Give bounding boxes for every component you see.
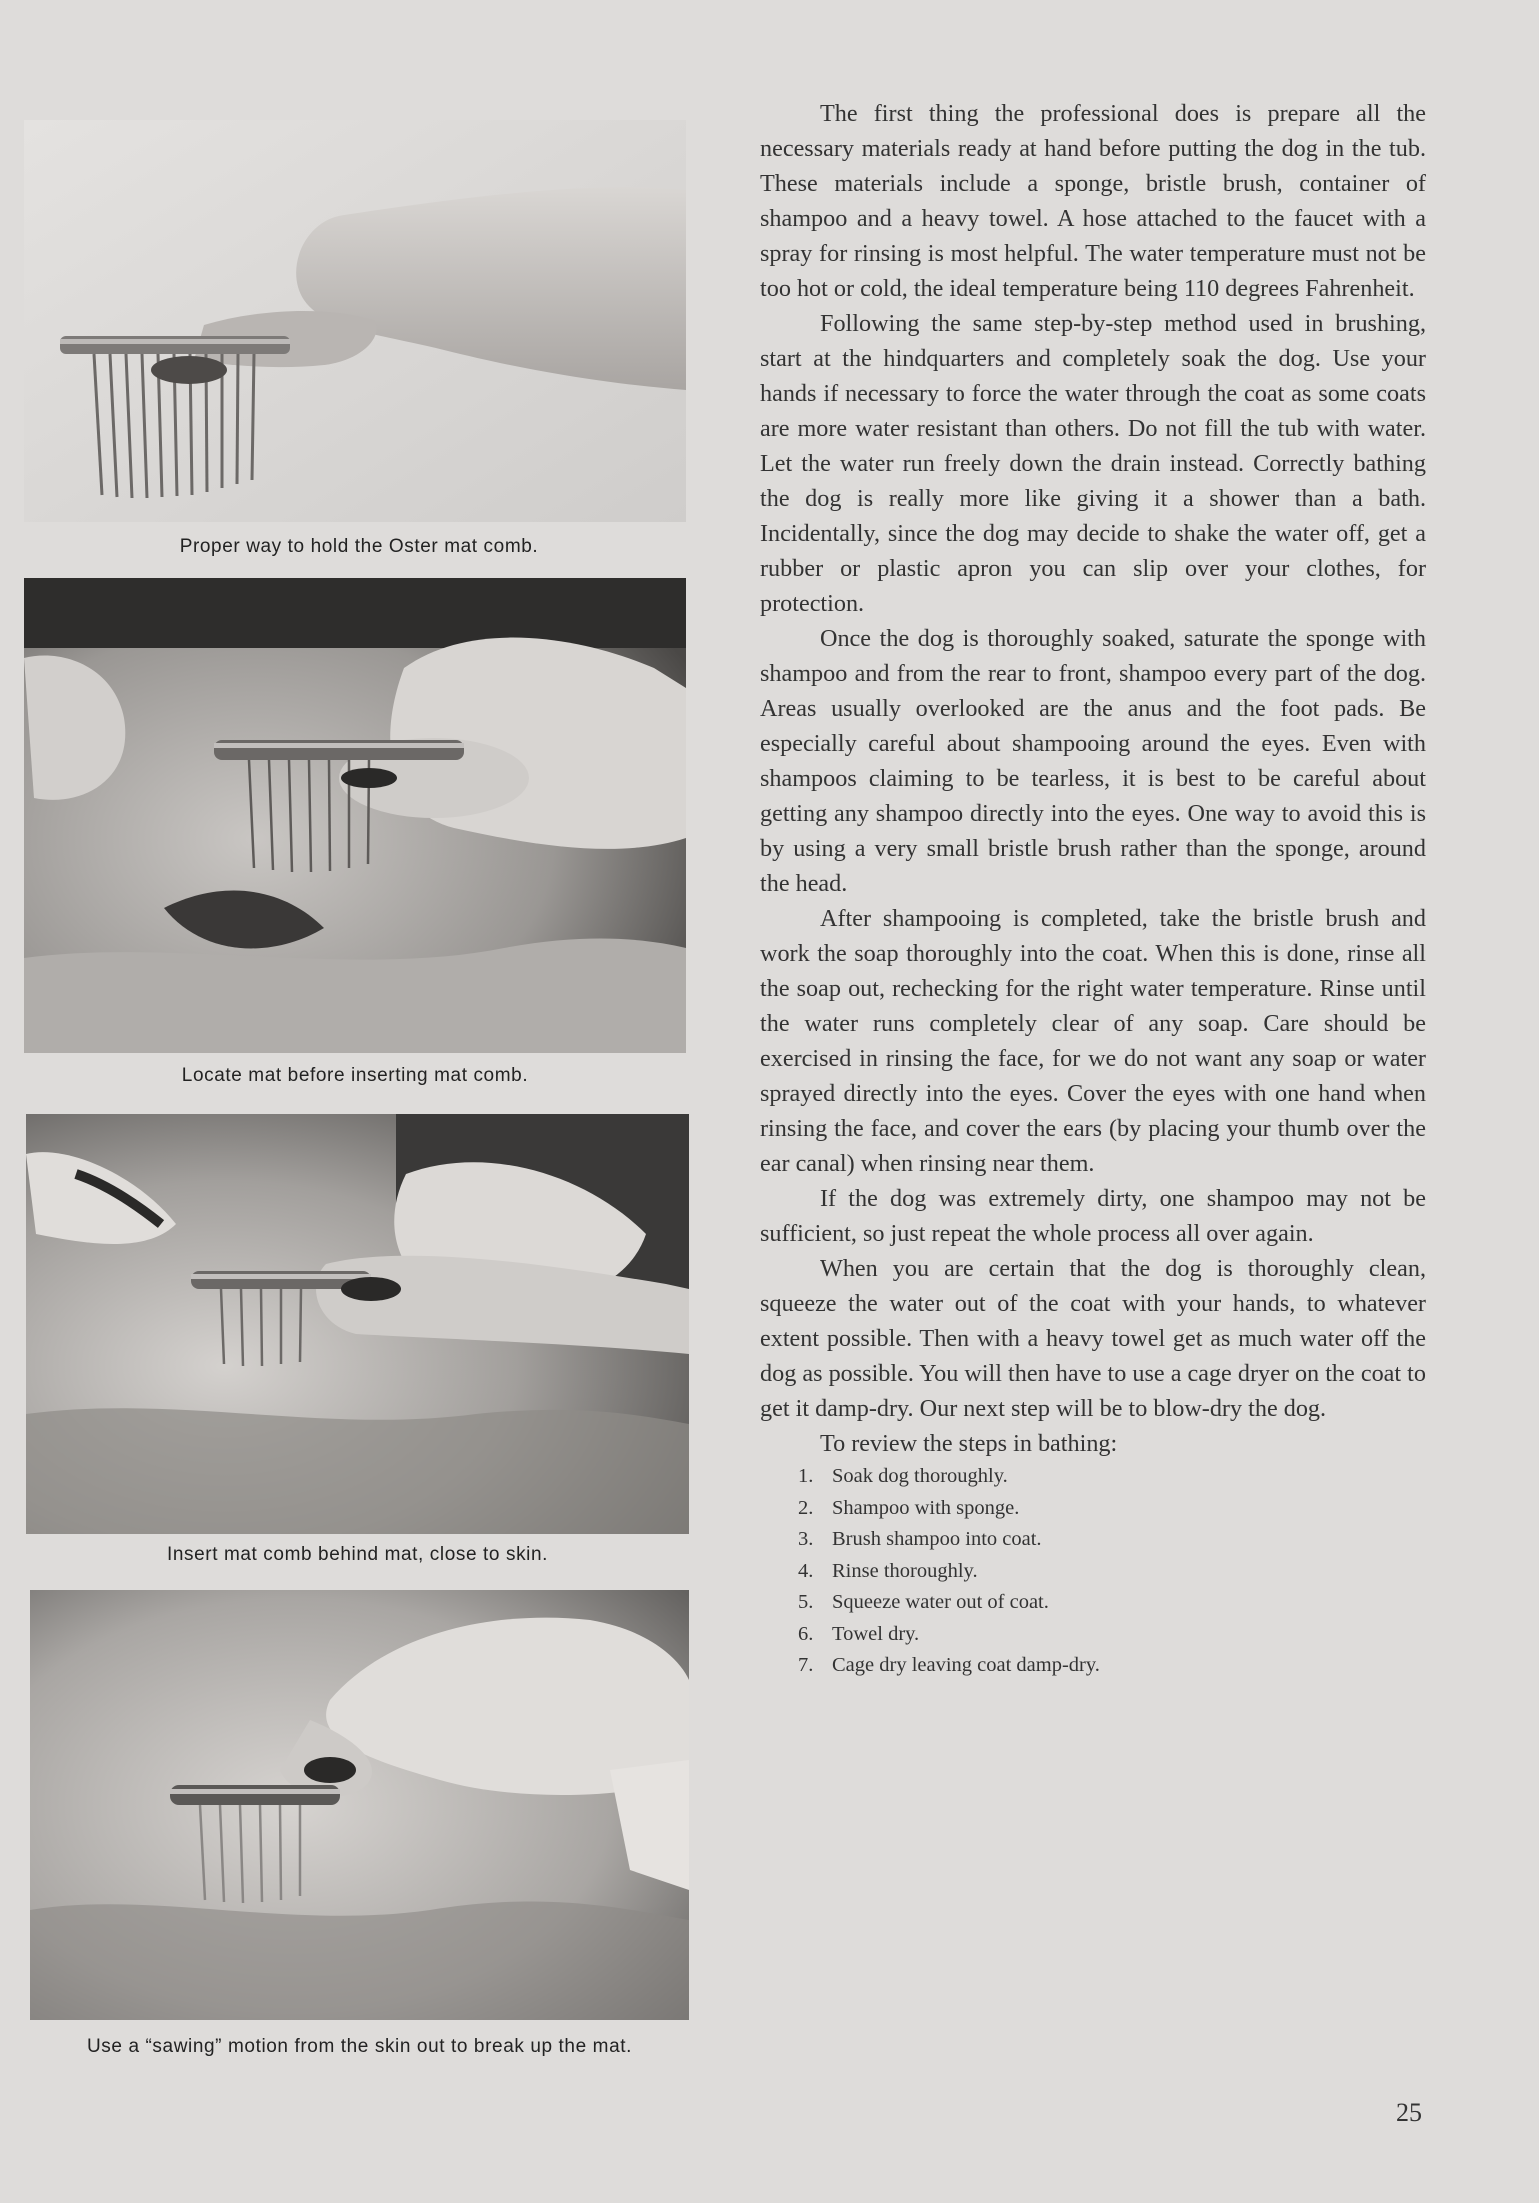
list-number: 4.	[798, 1559, 814, 1582]
paragraph: If the dog was extremely dirty, one shampoo may not be sufficient, so just repeat the whole process all over again.	[760, 1185, 1426, 1247]
list-text: Shampoo with sponge.	[832, 1496, 1020, 1519]
paragraph: To review the steps in bathing:	[820, 1430, 1118, 1457]
bathing-steps-list	[760, 1461, 1426, 1682]
list-number: 2.	[798, 1496, 814, 1519]
paragraph: When you are certain that the dog is thoroughly clean, squeeze the water out of the coat with your hands, to whatever extent possible. Then with a heavy towel get as much water off the dog as possible. You will then have to use a cage dryer on the coat to get it damp-dry. Our next step will be to blow-dry the dog.	[760, 1255, 1426, 1422]
list-item	[798, 1461, 1426, 1493]
figure-caption: Locate mat before inserting mat comb.	[181, 1065, 529, 1086]
list-number: 1.	[798, 1465, 814, 1487]
figure-caption: Insert mat comb behind mat, close to skin.	[166, 1544, 549, 1565]
list-item	[798, 1493, 1426, 1525]
list-item	[798, 1556, 1426, 1588]
list-item	[798, 1619, 1426, 1651]
photo-sawing-motion	[30, 1590, 689, 2020]
body-text	[760, 96, 1426, 1682]
list-text: Rinse thoroughly.	[832, 1559, 978, 1582]
list-text: Brush shampoo into coat.	[832, 1528, 1042, 1550]
paragraph: The first thing the professional does is prepare all the necessary materials ready at hand before putting the dog in the tub. These materials include a sponge, bristle brush, container of shampoo and a heavy towel. A hose attached to the faucet with a spray for rinsing is most helpful. The water temperature must not be too hot or cold, the ideal temperature being 110 degrees Fahrenheit.	[760, 100, 1426, 302]
list-number: 6.	[798, 1622, 814, 1645]
list-item	[798, 1587, 1426, 1619]
photo-insert-mat-comb	[26, 1114, 689, 1534]
list-item	[798, 1524, 1426, 1556]
photo-locate-mat	[24, 578, 686, 1053]
list-number: 5.	[798, 1591, 814, 1613]
list-item	[798, 1650, 1426, 1682]
page-number: 25	[1396, 2098, 1422, 2127]
paragraph: After shampooing is completed, take the bristle brush and work the soap thoroughly into the coat. When this is done, rinse all the soap out, rechecking for the right water temperature. Rinse until the water runs completely clear of any soap. Care should be exercised in rinsing the face, for we do not want any soap or water sprayed directly into the eyes. Cover the eyes with one hand when rinsing the face, and cover the ears (by placing your thumb over the ear canal) when rinsing near them.	[760, 905, 1426, 1177]
list-number: 3.	[798, 1528, 814, 1550]
paragraph: Following the same step-by-step method used in brushing, start at the hindquarters and completely soak the dog. Use your hands if necessary to force the water through the coat as some coats are more water resistant than others. Do not fill the tub with water. Let the water run freely down the drain instead. Correctly bathing the dog is really more like giving it a shower than a bath. Incidentally, since the dog may decide to shake the water off, get a rubber or plastic apron you can slip over your clothes, for protection.	[760, 310, 1426, 617]
list-text: Cage dry leaving coat damp-dry.	[832, 1654, 1100, 1676]
list-text: Squeeze water out of coat.	[832, 1591, 1049, 1613]
list-text: Towel dry.	[832, 1622, 920, 1645]
photo-holding-mat-comb	[24, 120, 686, 522]
list-text: Soak dog thoroughly.	[832, 1465, 1008, 1487]
figure-caption: Use a “sawing” motion from the skin out to break up the mat.	[86, 2036, 632, 2057]
list-number: 7.	[798, 1654, 814, 1676]
figure-caption: Proper way to hold the Oster mat comb.	[179, 536, 539, 557]
paragraph: Once the dog is thoroughly soaked, saturate the sponge with shampoo and from the rear to front, shampoo every part of the dog. Areas usually overlooked are the anus and the foot pads. Be especially careful about shampooing around the eyes. Even with shampoos claiming to be tearless, it is best to be careful about getting any shampoo directly into the eyes. One way to avoid this is by using a very small bristle brush rather than the sponge, around the head.	[760, 625, 1426, 897]
